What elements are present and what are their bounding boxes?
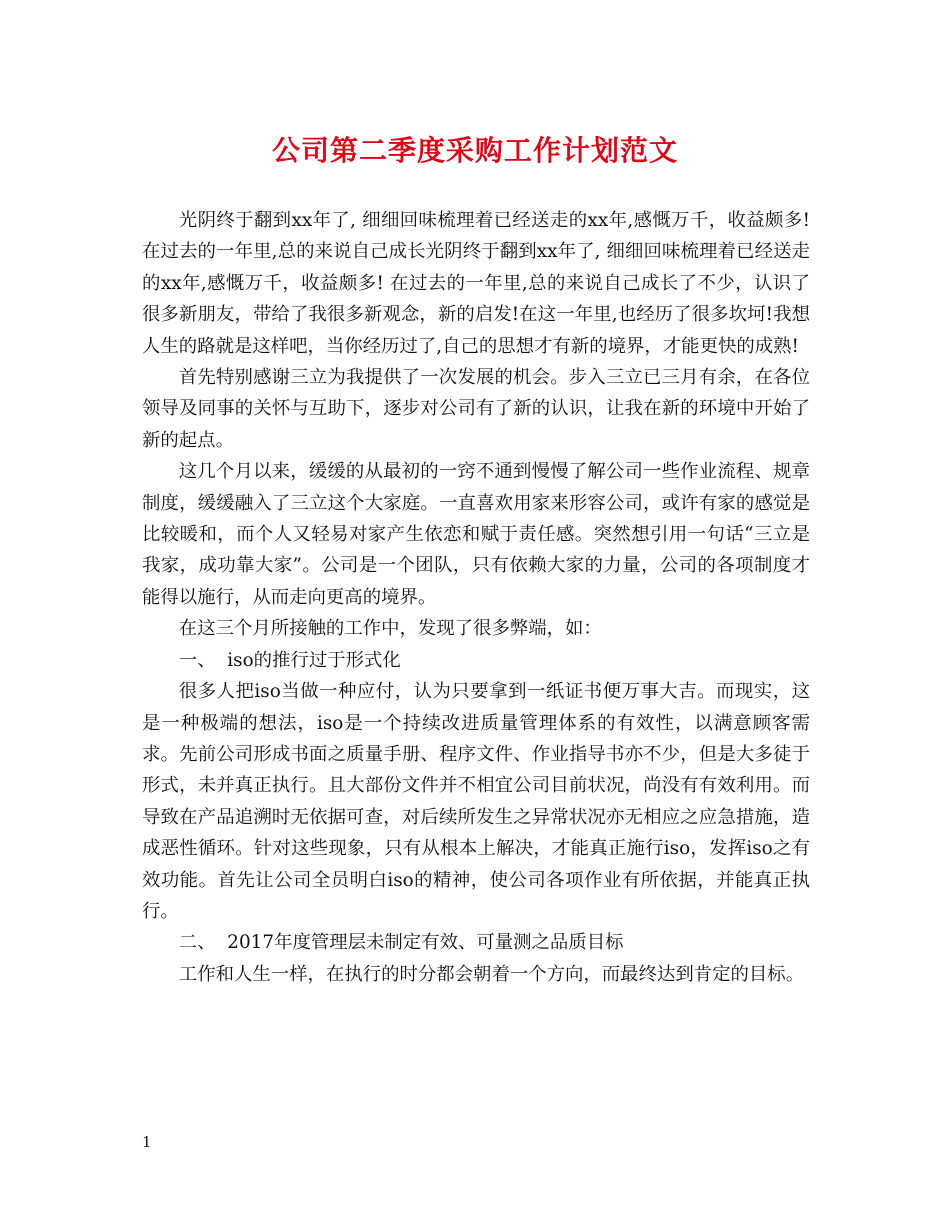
paragraph: 首先特别感谢三立为我提供了一次发展的机会。步入三立已三月有余，在各位领导及同事的关怀与互助下，逐步对公司有了新的认识，让我在新的环境中开始了新的起点。 <box>142 367 810 451</box>
paragraph: 很多人把iso当做一种应付，认为只要拿到一纸证书便万事大吉。而现实，这是一种极端的想法，iso是一个持续改进质量管理体系的有效性，以满意顾客需求。先前公司形成书面之质量手册、程序文件、作业指导书亦不少，但是大多徒于形式，未并真正执行。且大部份文件并不相宜公司目前状况，尚没有有效利用。而导致在产品追溯时无依据可查，对后续所发生之异常状况亦无相应之应急措施，造成恶性循环。针对这些现象，只有从根本上解决，才能真正施行iso，发挥iso之有效功能。首先让公司全员明白iso的精神，使公司各项作业有所依据，并能真正执行。 <box>142 681 810 922</box>
document-title: 公司第二季度采购工作计划范文 <box>271 134 678 167</box>
paragraph: 工作和人生一样，在执行的时分都会朝着一个方向，而最终达到肯定的目标。 <box>178 963 805 985</box>
paragraph: 光阴终于翻到xx年了, 细细回味梳理着已经送走的xx年,感慨万千，收益颇多! 在过去的一年里,总的来说自己成长光阴终于翻到xx年了, 细细回味梳理着已经送走的xx年,感慨万千，收益颇多! 在过去的一年里,总的来说自己成长了不少，认识了很多新朋友，带给了我很多新观念，新的启发!在这一年里,也经历了很多坎坷!我想人生的路就是这样吧，当你经历过了,自己的思想才有新的境界，才能更快的成熟! <box>142 210 810 357</box>
document-body <box>142 205 810 990</box>
page-number: 1 <box>142 1133 152 1151</box>
section-heading: 二、 2017年度管理层未制定有效、可量测之品质目标 <box>178 932 624 954</box>
paragraph: 在这三个月所接触的工作中，发现了很多弊端，如： <box>178 618 602 640</box>
section-heading: 一、 iso的推行过于形式化 <box>178 649 401 671</box>
paragraph: 这几个月以来，缓缓的从最初的一窍不通到慢慢了解公司一些作业流程、规章制度，缓缓融入了三立这个大家庭。一直喜欢用家来形容公司，或许有家的感觉是比较暖和，而个人又轻易对家产生依恋和赋于责任感。突然想引用一句话“三立是我家，成功靠大家”。公司是一个团队，只有依赖大家的力量，公司的各项制度才能得以施行，从而走向更高的境界。 <box>142 461 810 608</box>
